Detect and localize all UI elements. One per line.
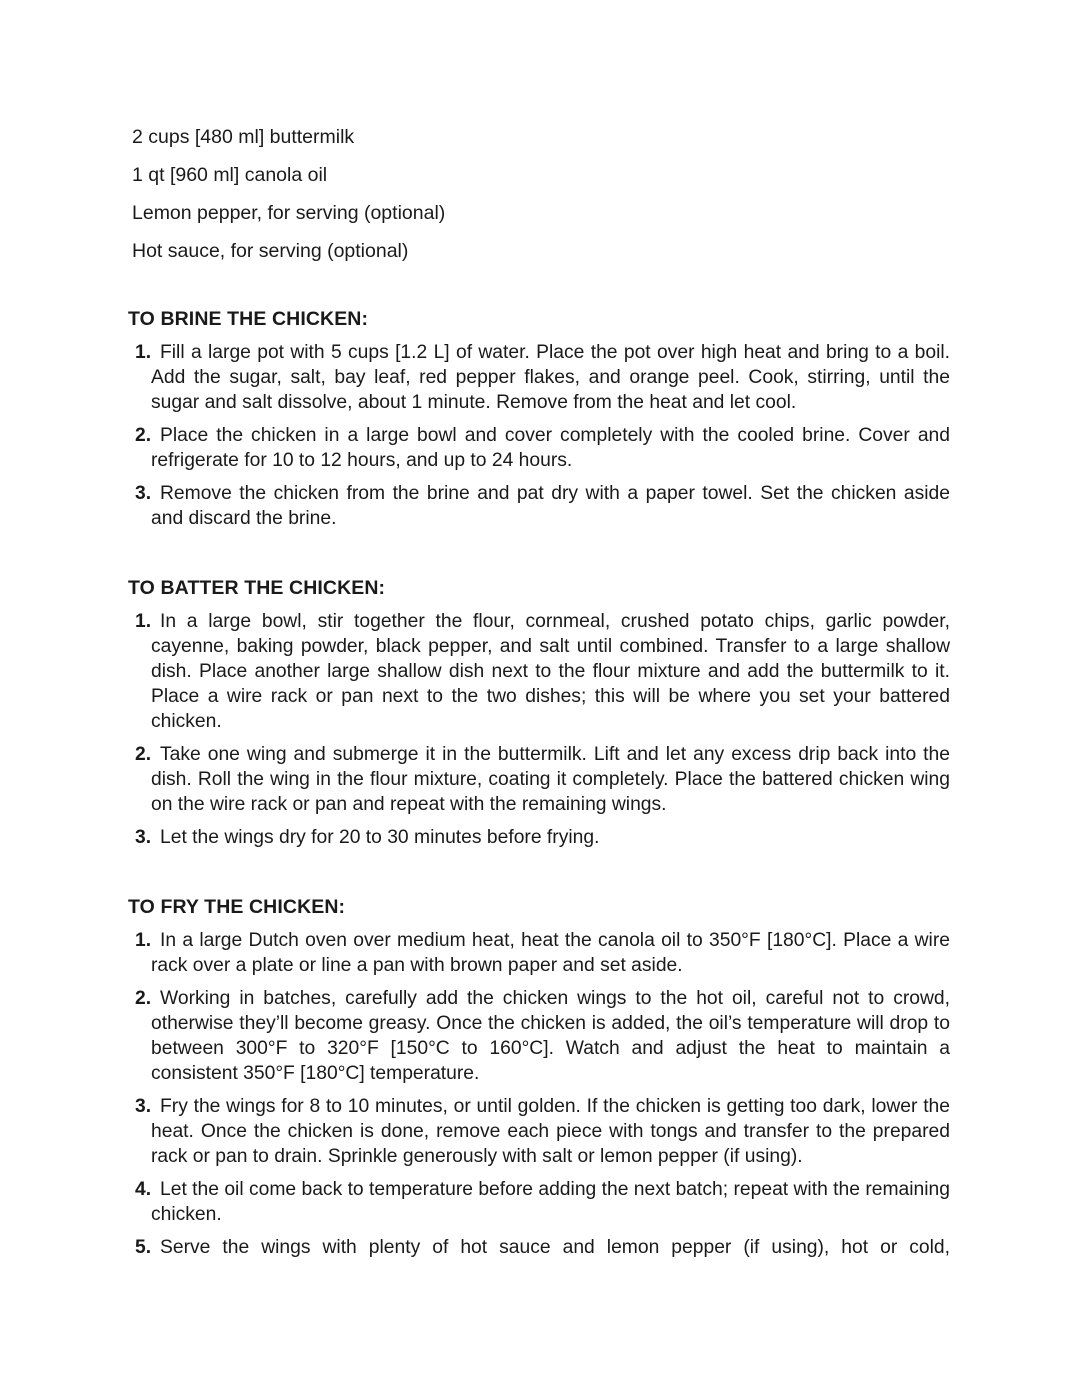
step-number: 1. [135, 342, 152, 363]
step-text: In a large bowl, stir together the flour, cornmeal, crushed potato chips, garlic powder, cayenne, baking powder, black pepper, and salt until combined. Transfer to a large shallow dish. Place another large shallow dish next to the flour mixture and add the buttermilk to it. Place a wire rack or pan next to the two dishes; this will be where you set your battered chicken. [151, 611, 950, 732]
step-text: In a large Dutch oven over medium heat, heat the canola oil to 350°F [180°C]. Place a wire rack over a plate or line a pan with brown paper and set aside. [151, 930, 950, 976]
step-number: 3. [135, 827, 152, 848]
step-item [128, 340, 950, 415]
step-number: 1. [135, 611, 152, 632]
step-text: Serve the wings with plenty of hot sauce and lemon pepper (if using), hot or cold, [160, 1237, 950, 1258]
section-heading: TO FRY THE CHICKEN: [128, 896, 346, 918]
ingredient-item: Hot sauce, for serving (optional) [132, 240, 409, 262]
step-list [128, 928, 950, 1260]
ingredient-item: Lemon pepper, for serving (optional) [132, 202, 446, 224]
step-number: 3. [135, 1096, 152, 1117]
section-fry [128, 894, 950, 1268]
ingredient-list [132, 124, 952, 276]
step-number: 2. [135, 744, 152, 765]
step-text: Fry the wings for 8 to 10 minutes, or until golden. If the chicken is getting too dark, lower the heat. Once the chicken is done, remove each piece with tongs and transfer to the prepared rack or pan to drain. Sprinkle generously with salt or lemon pepper (if using). [151, 1096, 950, 1167]
step-text: Let the oil come back to temperature before adding the next batch; repeat with the remaining chicken. [151, 1179, 950, 1225]
step-text: Let the wings dry for 20 to 30 minutes before frying. [160, 827, 600, 848]
step-item [128, 742, 950, 817]
step-item [128, 423, 950, 473]
step-item [128, 1177, 950, 1227]
ingredient-item: 1 qt [960 ml] canola oil [132, 164, 328, 186]
step-number: 2. [135, 988, 152, 1009]
section-brine [128, 306, 950, 539]
step-text: Working in batches, carefully add the chicken wings to the hot oil, careful not to crowd, otherwise they’ll become greasy. Once the chicken is added, the oil’s temperature will drop to between 300°F to 320°F [150°C to 160°C]. Watch and adjust the heat to maintain a consistent 350°F [180°C] temperature. [151, 988, 950, 1084]
step-item [128, 1094, 950, 1169]
step-text: Place the chicken in a large bowl and cover completely with the cooled brine. Cover and refrigerate for 10 to 12 hours, and up to 24 hours. [151, 425, 950, 471]
step-number: 5. [135, 1237, 152, 1258]
step-text: Fill a large pot with 5 cups [1.2 L] of water. Place the pot over high heat and bring to a boil. Add the sugar, salt, bay leaf, red pepper flakes, and orange peel. Cook, stirring, until the sugar and salt dissolve, about 1 minute. Remove from the heat and let cool. [151, 342, 950, 413]
step-list [128, 609, 950, 850]
step-item [128, 825, 950, 850]
step-item [128, 481, 950, 531]
ingredient-item: 2 cups [480 ml] buttermilk [132, 126, 355, 148]
step-number: 3. [135, 483, 152, 504]
step-text: Remove the chicken from the brine and pat dry with a paper towel. Set the chicken aside and discard the brine. [151, 483, 950, 529]
step-item [128, 1235, 950, 1260]
step-number: 2. [135, 425, 152, 446]
section-heading: TO BATTER THE CHICKEN: [128, 577, 386, 599]
section-batter [128, 575, 950, 858]
step-text: Take one wing and submerge it in the buttermilk. Lift and let any excess drip back into the dish. Roll the wing in the flour mixture, coating it completely. Place the battered chicken wing on the wire rack or pan and repeat with the remaining wings. [151, 744, 950, 815]
step-item [128, 928, 950, 978]
section-heading: TO BRINE THE CHICKEN: [128, 308, 369, 330]
step-item [128, 609, 950, 734]
step-item [128, 986, 950, 1086]
step-number: 1. [135, 930, 152, 951]
step-list [128, 340, 950, 531]
step-number: 4. [135, 1179, 152, 1200]
